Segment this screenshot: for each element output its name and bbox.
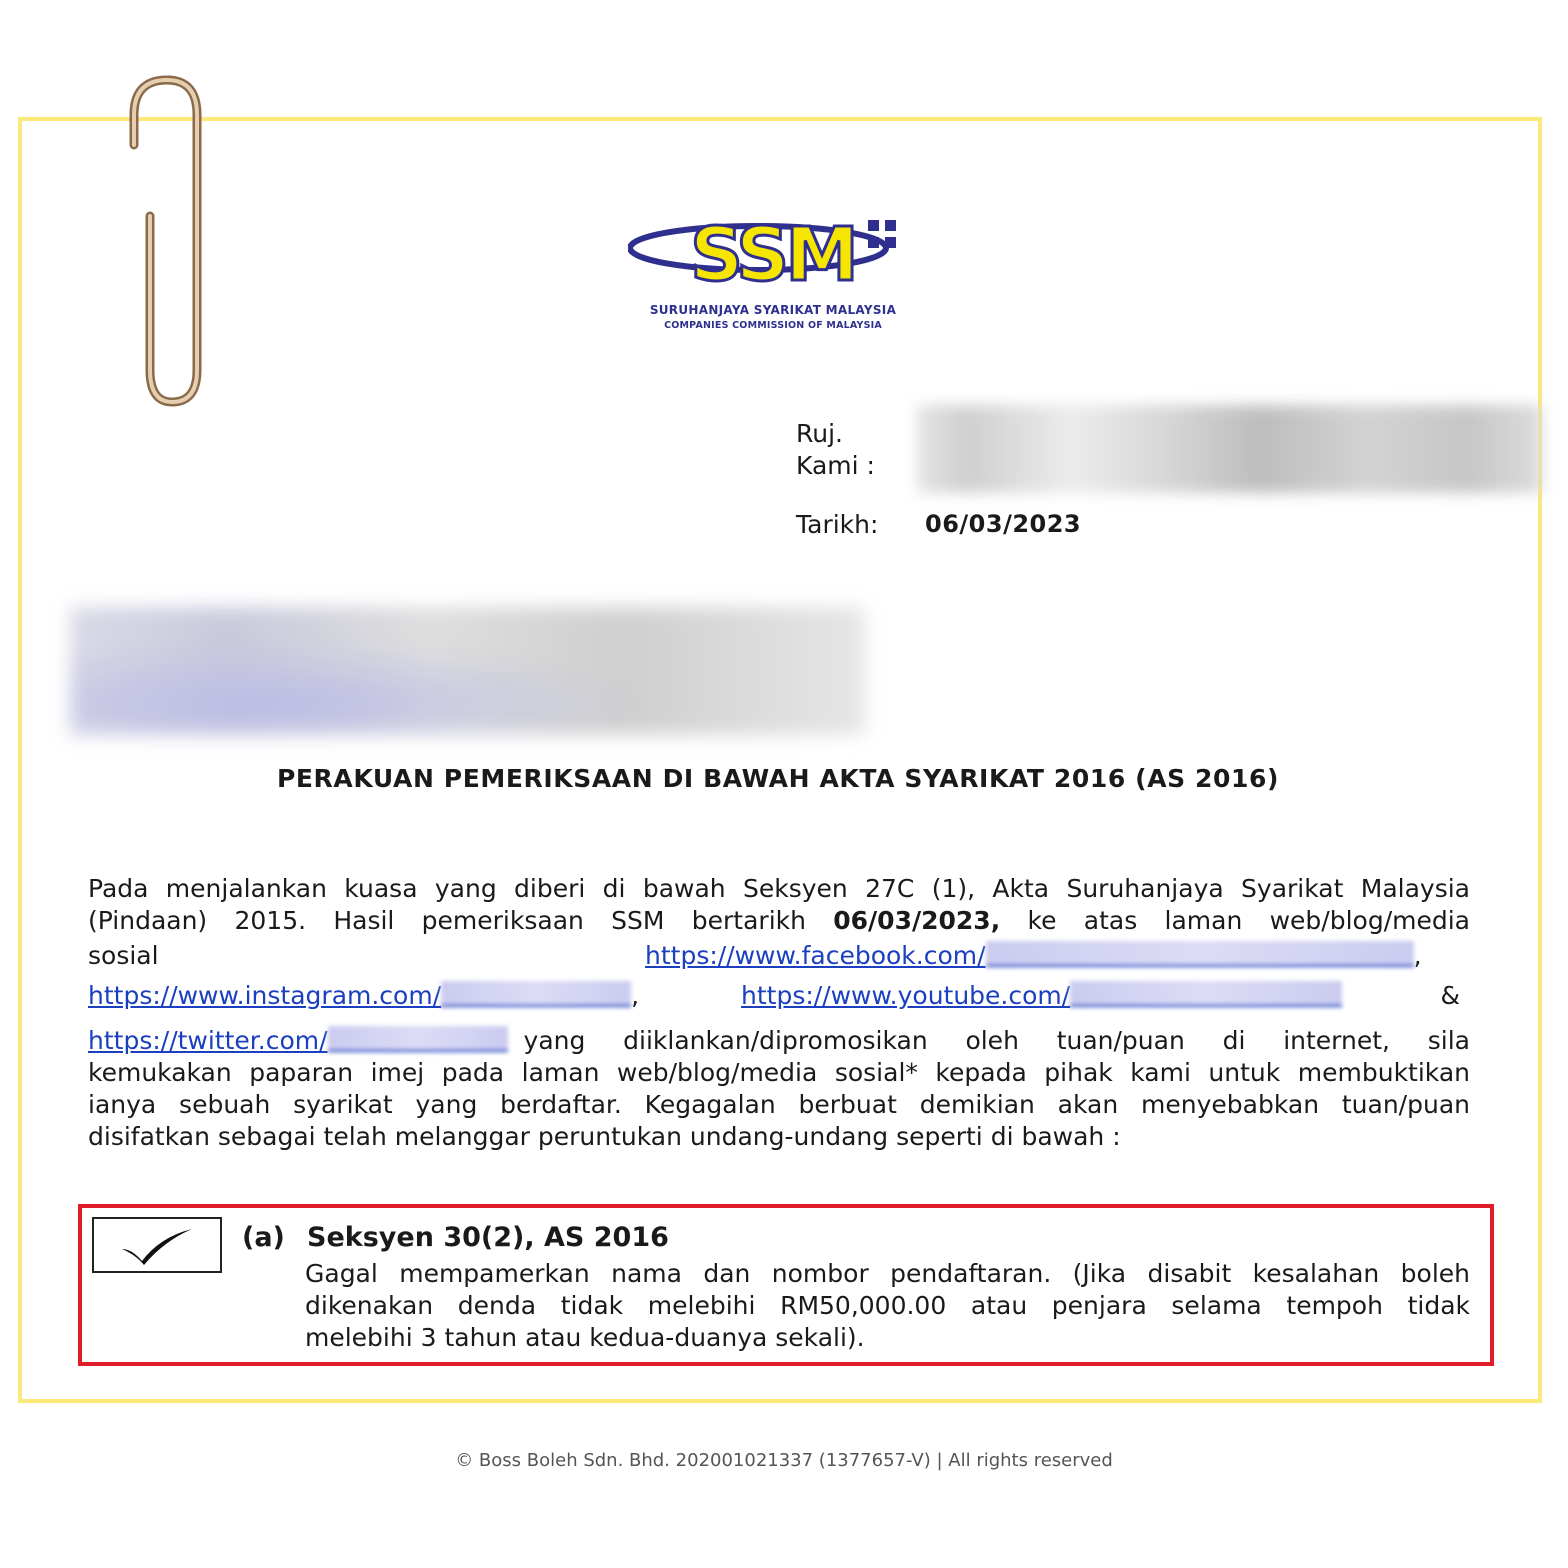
ampersand: & xyxy=(1440,981,1460,1010)
ssm-logo xyxy=(628,200,918,340)
facebook-link-wrap: https://www.facebook.com/ , xyxy=(645,941,1422,970)
paragraph-line-4: https://www.instagram.com/ , https://www.youtube.com/ & xyxy=(88,981,1460,1010)
line2-text-a: (Pindaan) 2015. Hasil pemeriksaan SSM bertarikh xyxy=(88,906,834,935)
document-heading: PERAKUAN PEMERIKSAAN DI BAWAH AKTA SYARIKAT 2016 (AS 2016) xyxy=(276,764,1280,793)
line2-text-b: ke atas laman web/blog/media xyxy=(1000,906,1470,935)
paragraph-line-2 xyxy=(88,905,1470,937)
checkbox[interactable] xyxy=(92,1217,222,1273)
item-description xyxy=(305,1258,1470,1354)
logo-text-english: COMPANIES COMMISSION OF MALAYSIA xyxy=(664,320,882,331)
paperclip-icon xyxy=(112,70,222,410)
paragraph-line-8: disifatkan sebagai telah melanggar peruntukan undang-undang seperti di bawah : xyxy=(88,1122,1121,1151)
item-desc-line-1: Gagal mempamerkan nama dan nombor pendaftaran. (Jika disabit kesalahan boleh xyxy=(305,1259,1470,1288)
instagram-link[interactable]: https://www.instagram.com/ xyxy=(88,981,442,1010)
reference-label xyxy=(796,418,875,482)
item-desc-line-2: dikenakan denda tidak melebihi RM50,000.00 atau penjara selama tempoh tidak xyxy=(305,1291,1470,1320)
item-title: Seksyen 30(2), AS 2016 xyxy=(307,1222,669,1253)
redacted-facebook xyxy=(986,941,1414,967)
item-letter: (a) xyxy=(242,1222,285,1253)
twitter-link[interactable]: https://twitter.com/ xyxy=(88,1026,328,1055)
paragraph-line-7: ianya sebuah syarikat yang berdaftar. Kegagalan berbuat demikian akan menyebabkan tuan/puan xyxy=(88,1090,1470,1119)
svg-text:SSM: SSM xyxy=(690,212,855,298)
ruj-label: Ruj. xyxy=(796,419,843,448)
redacted-instagram xyxy=(441,981,631,1007)
item-desc-line-3: melebihi 3 tahun atau kedua-duanya sekali). xyxy=(305,1323,865,1352)
inspection-date: 06/03/2023, xyxy=(833,906,1001,935)
redacted-youtube xyxy=(1070,981,1342,1007)
redacted-twitter xyxy=(328,1026,508,1052)
line5-text: yang diiklankan/dipromosikan oleh tuan/puan di internet, sila xyxy=(523,1026,1470,1055)
paragraph-line-6: kemukakan paparan imej pada laman web/blog/media sosial* kepada pihak kami untuk membuktikan xyxy=(88,1058,1470,1087)
ssm-logo-mark xyxy=(628,200,918,300)
redacted-address xyxy=(70,607,865,735)
date-label: Tarikh: xyxy=(796,510,879,539)
logo-text-malay: SURUHANJAYA SYARIKAT MALAYSIA xyxy=(649,303,897,317)
youtube-link-wrap xyxy=(741,980,1342,1012)
copyright-footer: © Boss Boleh Sdn. Bhd. 202001021337 (1377657-V) | All rights reserved xyxy=(455,1450,1113,1471)
redacted-reference xyxy=(917,405,1542,493)
body-paragraph-rest xyxy=(88,1025,1470,1153)
sosial-text: sosial xyxy=(88,941,159,970)
paragraph-line-3 xyxy=(88,940,1470,972)
paragraph-line-1: Pada menjalankan kuasa yang diberi di bawah Seksyen 27C (1), Akta Suruhanjaya Syarikat Malaysia xyxy=(88,874,1470,903)
facebook-link[interactable]: https://www.facebook.com/ xyxy=(645,941,986,970)
date-value: 06/03/2023 xyxy=(925,510,1082,538)
youtube-link[interactable]: https://www.youtube.com/ xyxy=(741,981,1071,1010)
kami-label: Kami : xyxy=(796,451,875,480)
body-paragraph-intro xyxy=(88,873,1470,937)
checkmark-icon xyxy=(94,1219,220,1271)
paragraph-line-5 xyxy=(88,1025,1470,1057)
